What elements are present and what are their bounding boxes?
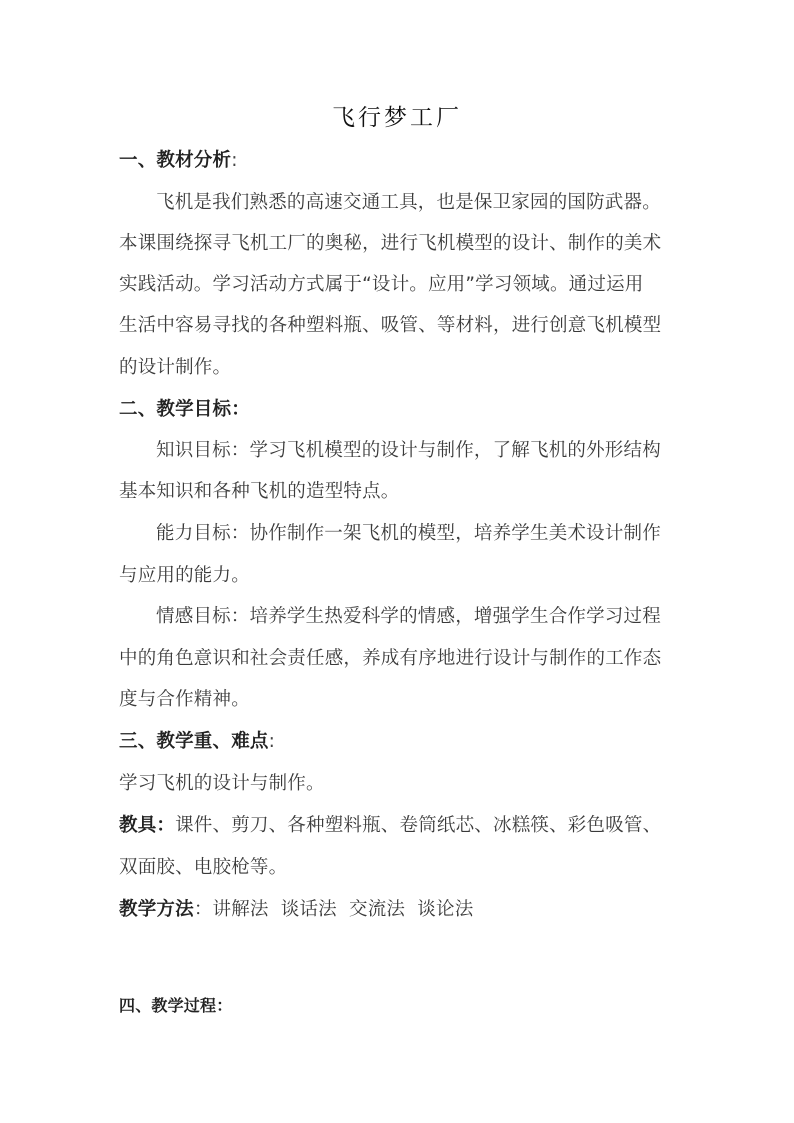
paragraph-line: 生活中容易寻找的各种塑料瓶、吸管、等材料，进行创意飞机模型 [119,315,662,336]
teaching-tools-line [119,814,667,838]
emotion-goal-line: 情感目标：培养学生热爱科学的情感，增强学生合作学习过程 [156,606,661,627]
section-heading-teaching-goals: 二、教学目标： [119,399,250,420]
paragraph-line: 飞机是我们熟悉的高速交通工具，也是保卫家园的国防武器。 [156,192,661,213]
heading-colon: : [231,150,238,171]
paragraph-line: 本课围绕探寻飞机工厂的奥秘，进行飞机模型的设计、制作的美术 [119,233,662,254]
paragraph-line: 的设计制作。 [119,357,232,378]
knowledge-goal-line: 知识目标：学习飞机模型的设计与制作，了解飞机的外形结构 [156,440,661,461]
heading-colon: : [268,731,276,752]
paragraph-line: 实践活动。学习活动方式属于“设计。应用”学习领域。通过运用 [119,274,644,295]
document-title: 飞行梦工厂 [332,105,462,131]
emotion-goal-line: 度与合作精神。 [119,689,250,710]
teaching-tools-line: 双面胶、电胶枪等。 [119,857,288,878]
ability-goal-line: 能力目标：协作制作一架飞机的模型，培养学生美术设计制作 [156,523,661,544]
ability-goal-line: 与应用的能力。 [119,565,250,586]
key-point-content: 学习飞机的设计与制作。 [119,773,325,794]
section-heading-key-points [119,730,667,754]
tools-label: 教具： [119,815,176,836]
teaching-methods-line [119,898,667,922]
section-heading-teaching-process: 四、教学过程： [119,996,233,1015]
section-heading-material-analysis [119,149,667,173]
tools-value: 课件、剪刀、各种塑料瓶、卷筒纸芯、冰糕筷、彩色吸管、 [175,815,662,836]
knowledge-goal-line: 基本知识和各种飞机的造型特点。 [119,481,400,502]
heading-text: 三、教学重、难点 [119,731,269,752]
methods-label: 教学方法 [119,899,194,920]
heading-text: 一、教材分析 [119,150,232,171]
methods-value: ：讲解法 谈话法 交流法 谈论法 [193,899,474,920]
emotion-goal-line: 中的角色意识和社会责任感，养成有序地进行设计与制作的工作态 [119,648,662,669]
